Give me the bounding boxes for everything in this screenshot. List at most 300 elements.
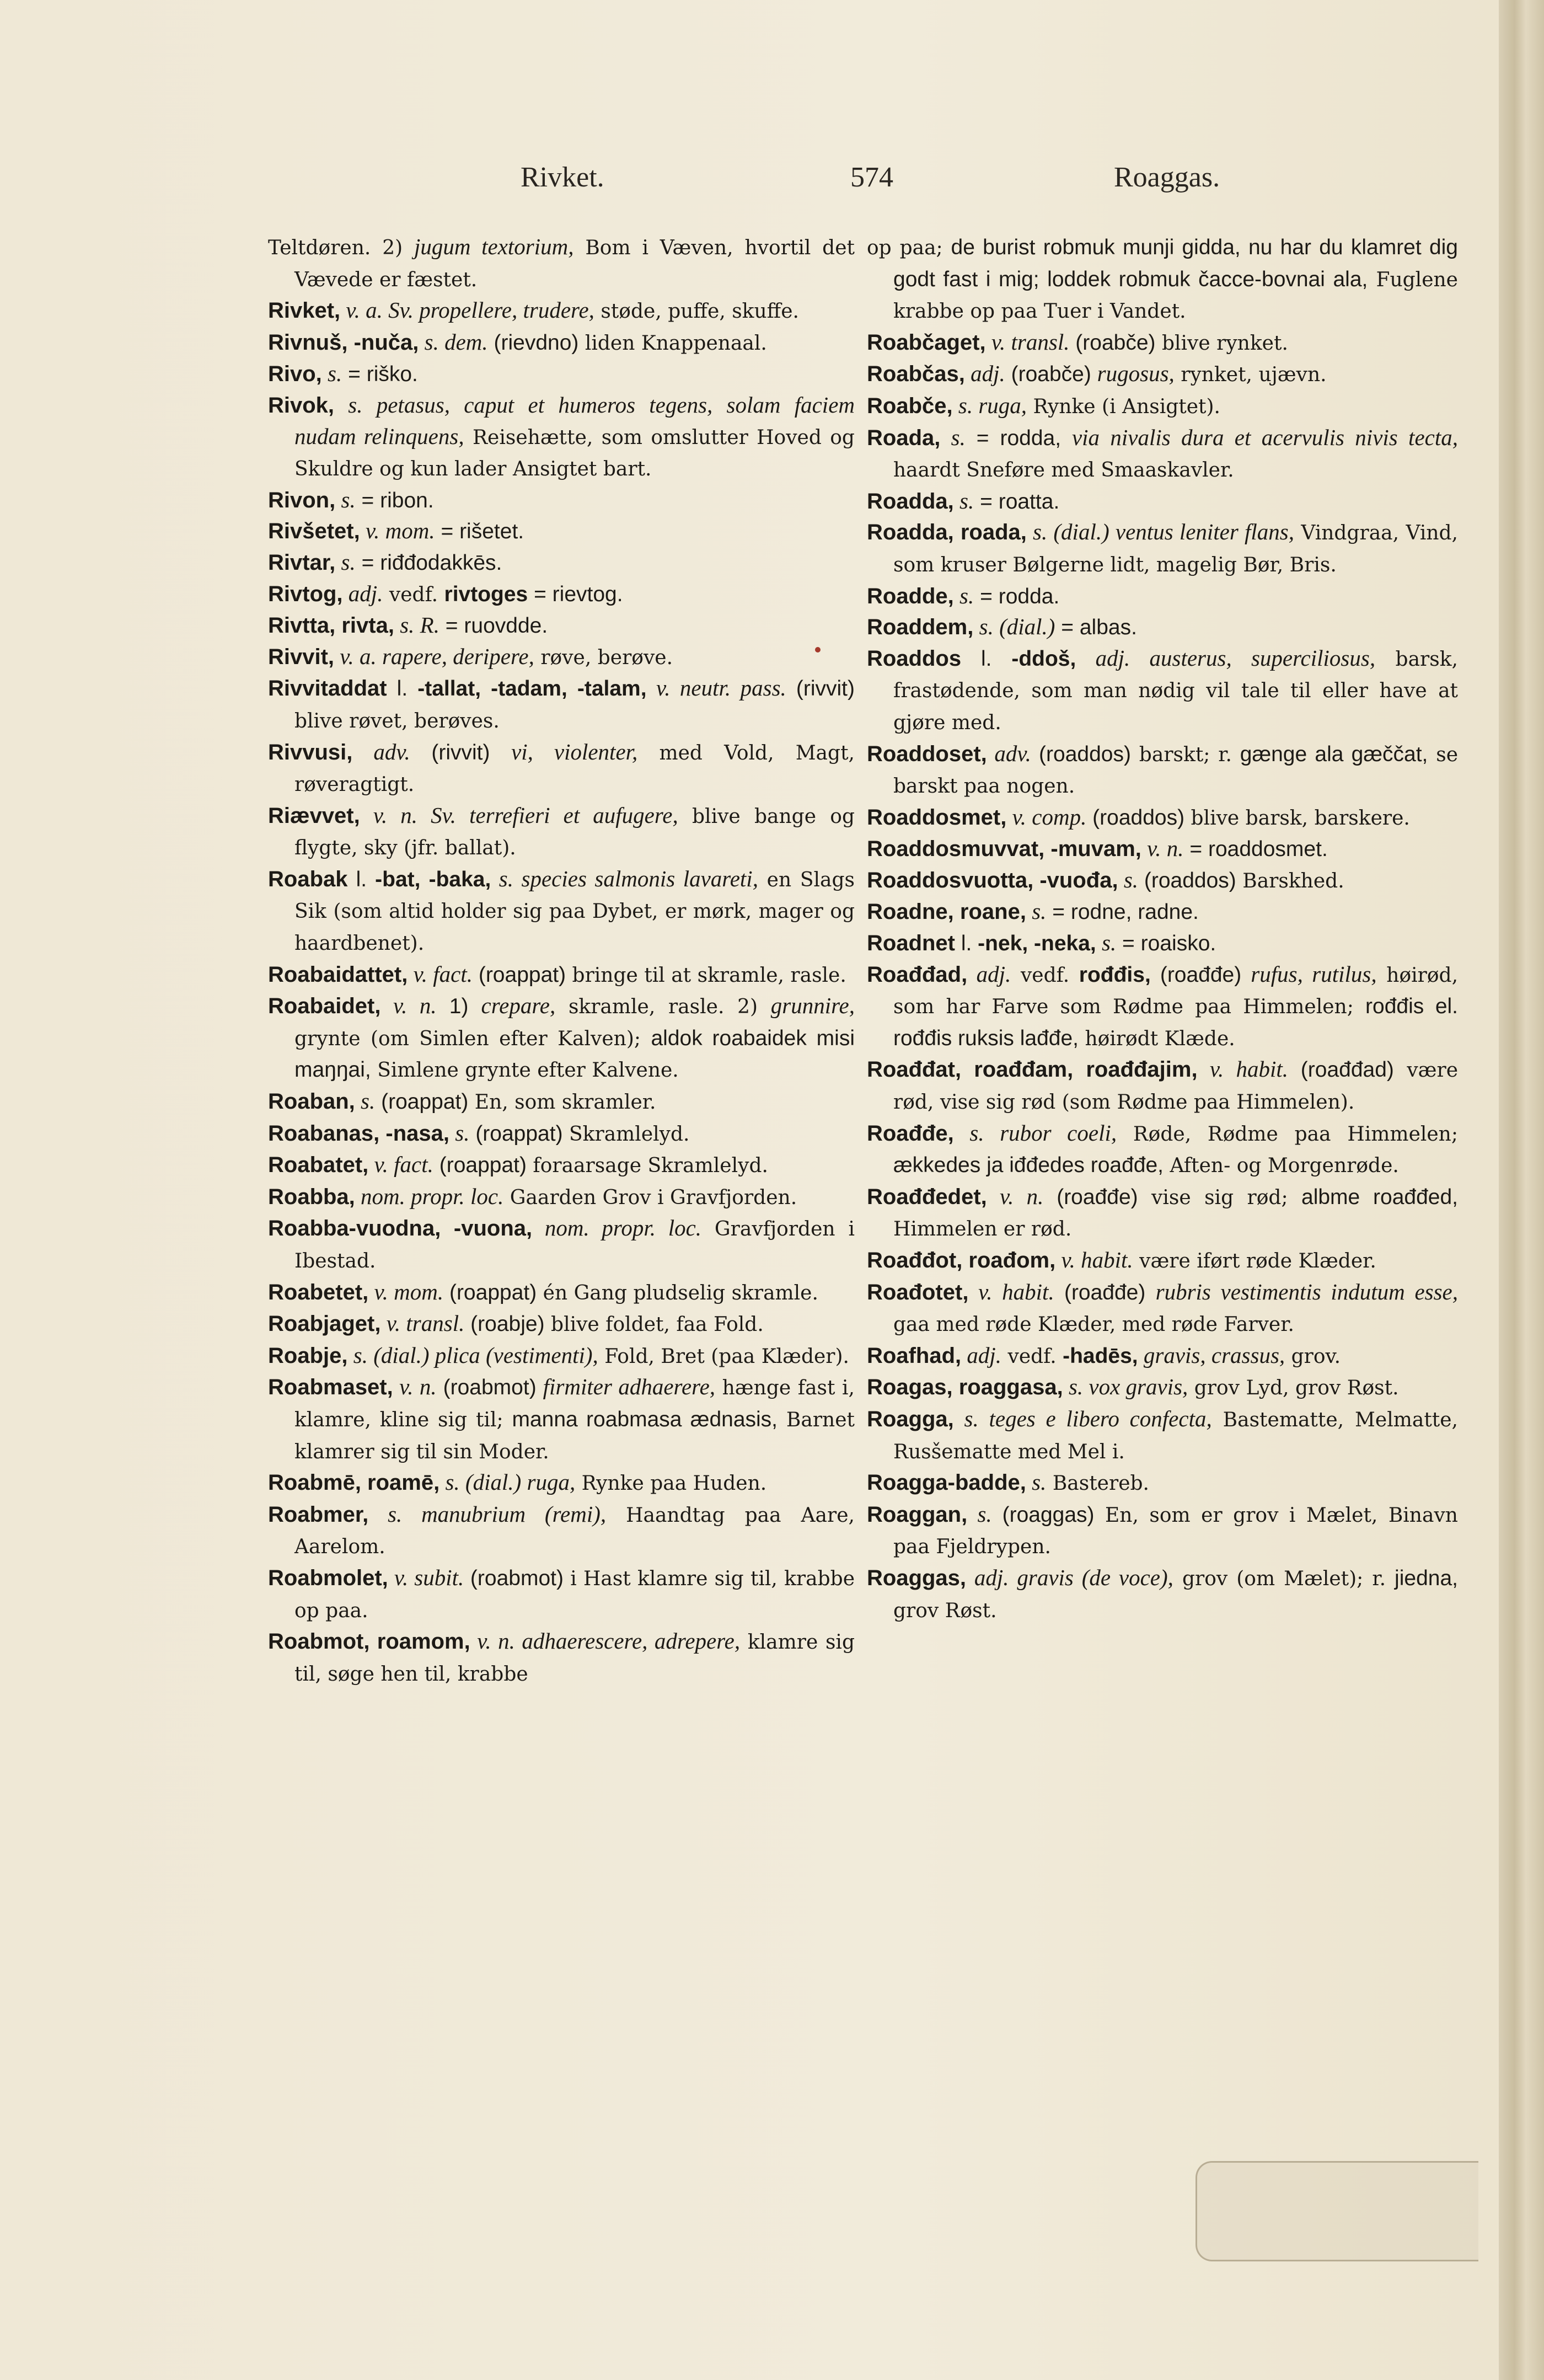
entry-text: rugosus, — [1097, 361, 1175, 387]
entry-text: Barnet klamrer sig til sin Moder. — [294, 1408, 855, 1463]
entry-text: hænge fast i, klamre, kline sig til; — [294, 1377, 855, 1431]
entry-text: s. — [368, 1501, 422, 1527]
entry-text: foraarsage Skramlelyd. — [526, 1154, 768, 1178]
entry-text: v. n. — [1141, 836, 1184, 862]
entry-text: = albas. — [1055, 616, 1137, 640]
dictionary-entry — [268, 1340, 855, 1372]
entry-text: (roađđad) — [1288, 1058, 1394, 1082]
entry-text: grov Lyd, grov Røst. — [1188, 1377, 1399, 1400]
headword: Roađđad, — [867, 962, 968, 987]
headword: Roadne, roane, — [867, 900, 1026, 924]
entry-text: En, som skramler. — [468, 1091, 656, 1114]
dictionary-entry — [268, 673, 855, 736]
entry-text: blive barsk, barskere. — [1184, 806, 1410, 830]
entry-text: species salmonis lavareti, — [521, 865, 758, 891]
entry-text: (roappat) — [433, 1153, 527, 1178]
headword: Roabmot, roamom, — [268, 1629, 470, 1654]
dictionary-entry — [867, 1245, 1458, 1277]
headword: Roađđot, roađom, — [867, 1248, 1056, 1272]
entry-text: propellere, trudere, — [419, 297, 594, 323]
entry-text: adj. — [967, 961, 1011, 987]
entry-text: (roabmot) — [436, 1376, 543, 1400]
entry-text: Rynke paa Huden. — [575, 1472, 767, 1495]
headword: Roabmer, — [268, 1502, 369, 1527]
entry-text: v. n. Sv. — [360, 802, 470, 828]
entry-text: ruga, — [527, 1469, 576, 1495]
entry-text: (roappat) — [473, 962, 566, 987]
entry-text: høirød, som har Farve som Rødme paa Himmelen; — [893, 964, 1459, 1019]
right-column — [867, 232, 1458, 1626]
entry-text: = rodda, — [965, 426, 1072, 450]
entry-text: op paa; — [867, 237, 951, 259]
entry-text: s. — [1026, 898, 1047, 924]
entry-text: rubor coeli, — [1000, 1120, 1117, 1146]
entry-text: v. n. — [393, 1374, 437, 1400]
entry-text: Bastereb. — [1046, 1472, 1149, 1495]
entry-text: s. — [952, 392, 979, 418]
entry-text: (roađđe) — [1054, 1280, 1156, 1304]
entry-text: ækkedes ja iđđedes roađđe, — [893, 1153, 1164, 1178]
entry-text: (roađđe) — [1043, 1185, 1138, 1209]
dictionary-entry — [268, 641, 855, 673]
entry-text: v. n. — [380, 993, 437, 1019]
entry-text: Gaarden Grov i Gravfjorden. — [503, 1186, 797, 1209]
entry-text: teges e libero confecta, — [989, 1405, 1212, 1431]
entry-text: være iført røde Klæder. — [1133, 1250, 1376, 1272]
entry-text: gravis (de voce), — [1017, 1564, 1173, 1590]
dictionary-entry — [867, 1054, 1458, 1117]
entry-text: via nivalis dura et acervulis nivis tecta, — [1071, 424, 1458, 450]
headword: Roađđat, roađđam, roađđajim, — [867, 1057, 1198, 1082]
headword: Rivnuš, -nuča, — [268, 330, 419, 355]
entry-text: v. fact. — [368, 1152, 433, 1178]
entry-text: v. comp. — [1006, 804, 1087, 830]
entry-text: gaa med røde Klæder, med røde Farver. — [893, 1313, 1294, 1336]
dictionary-entry — [268, 1626, 855, 1689]
entry-text: austerus, superciliosus, — [1149, 645, 1376, 671]
entry-text: s. — [967, 1501, 992, 1527]
entry-text: l. — [387, 677, 418, 701]
header-left-word: Rivket. — [521, 162, 604, 193]
entry-text: med Vold, Magt, røveragtigt. — [294, 741, 855, 796]
entry-text: adj. — [964, 361, 1005, 387]
entry-text: liden Knappenaal. — [578, 331, 767, 355]
entry-text: s. — [953, 582, 974, 608]
entry-text: røve, berøve. — [534, 646, 673, 669]
entry-text: l. — [347, 867, 376, 891]
entry-text: nom. propr. loc. — [532, 1215, 702, 1241]
headword: Roaddosvuotta, -vuođa, — [867, 868, 1118, 892]
headword: Roaddoset, — [867, 741, 987, 766]
entry-text: s. — [334, 392, 377, 418]
dictionary-entry — [268, 959, 855, 991]
entry-text: crepare, — [481, 993, 556, 1019]
entry-text: en Slags Sik (som altid holder sig paa Dybet, er mørk, mager og haardbenet). — [294, 868, 855, 955]
library-stamp — [1195, 2161, 1478, 2261]
entry-text: (roabče) — [1069, 330, 1156, 355]
dictionary-entry — [867, 517, 1458, 580]
dictionary-entry — [867, 1118, 1458, 1181]
entry-text: = riđđodakkēs. — [355, 550, 502, 575]
entry-text: -nek, -neka, — [978, 932, 1096, 956]
entry-text: gravis, crassus, — [1138, 1342, 1285, 1368]
dictionary-entry — [867, 833, 1458, 865]
dictionary-entry — [268, 485, 855, 516]
headword: Roaddem, — [867, 615, 974, 640]
entry-text: grov Røst. — [893, 1599, 997, 1622]
headword: Roabmaset, — [268, 1375, 393, 1400]
entry-text: firmiter adhaerere, — [543, 1374, 716, 1400]
entry-text: s. — [1096, 930, 1117, 956]
headword: Roabatet, — [268, 1153, 369, 1178]
entry-text: nom. propr. loc. — [355, 1183, 504, 1209]
dictionary-entry — [867, 739, 1458, 802]
dictionary-entry — [268, 390, 855, 485]
dictionary-entry — [268, 1372, 855, 1467]
entry-text: rubris vestimentis indutum esse, — [1155, 1279, 1458, 1304]
header-right-word: Roaggas. — [1114, 162, 1220, 193]
entry-text: vi, violenter, — [511, 739, 638, 764]
entry-text: s. — [953, 1405, 989, 1431]
dictionary-entry — [867, 1340, 1458, 1372]
entry-text: Fuglene krabbe op paa Tuer i Vandet. — [893, 268, 1458, 323]
entry-text: de burist robmuk munji gidda, nu har du klamret dig godt fast i mig; loddek robmuk čacce-bovnai ala, — [893, 236, 1458, 291]
entry-text: s. — [355, 1088, 376, 1114]
dictionary-entry — [867, 327, 1458, 359]
entry-text: i Hast klamre sig til, krabbe op paa. — [294, 1567, 855, 1622]
entry-text: vedf. — [1001, 1345, 1063, 1368]
headword: Rivon, — [268, 488, 336, 512]
entry-text: adj. — [342, 580, 383, 606]
dictionary-entry — [867, 959, 1458, 1055]
page-number: 574 — [850, 162, 893, 193]
entry-text: være rød, vise sig rød (som Rødme paa Himmelen). — [893, 1059, 1459, 1114]
entry-text: høirødt Klæde. — [1079, 1027, 1235, 1050]
headword: Roabčaget, — [867, 330, 986, 355]
entry-text: Barskhed. — [1236, 869, 1344, 892]
dictionary-entry — [867, 802, 1458, 834]
entry-text: = rodda. — [974, 584, 1060, 608]
headword: Roaddosmuvvat, -muvam, — [867, 837, 1141, 862]
entry-text: blive bange og flygte, sky (jfr. ballat). — [294, 805, 855, 860]
dictionary-entry — [867, 391, 1458, 422]
entry-text: Gravfjorden i Ibestad. — [294, 1218, 855, 1272]
dictionary-entry — [867, 581, 1458, 612]
entry-text: Bastematte, Melmatte, Rusšematte med Mel i. — [893, 1408, 1458, 1463]
left-column — [268, 232, 855, 1689]
entry-text: Røde, Rødme paa Himmelen; — [1117, 1122, 1459, 1146]
dictionary-entry — [867, 1372, 1458, 1404]
dictionary-entry — [867, 928, 1458, 959]
entry-text: s. — [335, 486, 356, 512]
entry-text: (roaddos) — [1138, 868, 1236, 892]
entry-text: blive røvet, berøves. — [294, 709, 500, 732]
dictionary-entry — [268, 737, 855, 800]
entry-text: grunnire, — [770, 993, 855, 1019]
entry-text: adv. — [987, 740, 1031, 766]
dictionary-entry — [867, 1404, 1458, 1467]
entry-text: = rišetet. — [435, 520, 524, 544]
entry-text: Bom i Væven, hvortil det Vævede er fæstet. — [294, 237, 855, 291]
entry-text: s. (dial.) — [439, 1469, 527, 1495]
dictionary-entry — [268, 1118, 855, 1150]
headword: Roadda, roada, — [867, 520, 1027, 545]
entry-text: jugum textorium, — [414, 234, 574, 259]
entry-text: rynket, ujævn. — [1174, 363, 1327, 387]
entry-text: se barskt paa nogen. — [893, 743, 1458, 798]
entry-text: plica (vestimenti), — [435, 1342, 598, 1368]
entry-text: terrefieri et aufugere, — [469, 802, 678, 828]
dictionary-entry — [268, 610, 855, 641]
dictionary-entry — [867, 1181, 1458, 1245]
headword: Roabetet, — [268, 1280, 369, 1304]
entry-text: aldok roabaidek misi maŋŋai, — [294, 1026, 855, 1082]
headword: Roabba, — [268, 1184, 355, 1209]
headword: Roabčas, — [867, 362, 965, 387]
entry-text: petasus, caput et humeros tegens, solam faciem nudam relinquens, — [294, 392, 855, 449]
entry-text: s. — [335, 549, 356, 575]
headword: Rivtar, — [268, 550, 336, 575]
dictionary-entry — [867, 486, 1458, 517]
dictionary-entry — [268, 800, 855, 864]
headword: Rivvit, — [268, 644, 335, 669]
entry-text: = rievtog. — [528, 582, 623, 606]
entry-text: manna roabmasa ædnasis, — [512, 1407, 778, 1431]
entry-text: adj. — [961, 1342, 1002, 1368]
headword: Rivvusi, — [268, 740, 353, 764]
headword: Roabak — [268, 867, 348, 891]
headword: Roabaidet, — [268, 994, 381, 1019]
entry-text: v. transl. — [985, 329, 1070, 355]
dictionary-entry — [268, 1086, 855, 1118]
dictionary-entry — [268, 1277, 855, 1309]
page-edge — [1499, 0, 1544, 2380]
entry-text: rufus, rutilus, — [1251, 961, 1377, 987]
entry-text: bringe til at skramle, rasle. — [566, 964, 846, 987]
entry-text: -ddoš, — [1011, 646, 1076, 671]
entry-text: -hadēs, — [1063, 1344, 1138, 1368]
dictionary-entry — [268, 991, 855, 1086]
entry-text: Haandtag paa Aare, Aarelom. — [294, 1504, 855, 1559]
dictionary-entry — [867, 643, 1458, 739]
headword: Rivtta, rivta, — [268, 613, 394, 638]
entry-text: s. R. — [394, 612, 439, 638]
dictionary-entry — [268, 864, 855, 959]
dictionary-entry — [268, 1563, 855, 1626]
dictionary-entry — [867, 1467, 1458, 1499]
dictionary-entry — [268, 579, 855, 611]
entry-text: vedf. — [1011, 964, 1079, 987]
dictionary-entry — [867, 1499, 1458, 1563]
headword: Roaggas, — [867, 1565, 967, 1590]
entry-text: s. — [1026, 1469, 1047, 1495]
entry-text: (rivvit) — [410, 740, 512, 764]
entry-text: v. fact. — [408, 961, 473, 987]
entry-text: Himmelen er rød. — [893, 1218, 1072, 1241]
headword: Roaddos — [867, 646, 962, 671]
entry-text: Rynke (i Ansigtet). — [1027, 395, 1220, 418]
entry-text: ventus leniter flans, — [1115, 519, 1294, 545]
headword: Roaggan, — [867, 1502, 968, 1527]
dictionary-entry — [867, 1277, 1458, 1340]
entry-text: (roaggas) — [991, 1502, 1095, 1527]
headword: Rivo, — [268, 362, 322, 387]
entry-text: s. — [449, 1120, 470, 1146]
headword: Roabmē, roamē, — [268, 1470, 440, 1495]
dictionary-entry — [867, 1563, 1458, 1626]
entry-text: Aften- og Morgenrøde. — [1164, 1154, 1399, 1178]
entry-text: s. (dial.) — [973, 614, 1055, 640]
dictionary-entry — [268, 1213, 855, 1276]
entry-text: s. (dial.) — [347, 1342, 435, 1368]
entry-text: (roabje) — [464, 1312, 545, 1336]
entry-text: s. — [1063, 1374, 1089, 1400]
dictionary-entry — [268, 295, 855, 327]
entry-text: manubrium (remi), — [421, 1501, 607, 1527]
entry-text: skramle, rasle. 2) — [555, 996, 771, 1019]
headword: Roađđe, — [867, 1121, 954, 1146]
entry-text: (roappat) — [443, 1280, 537, 1304]
headword: Roabjaget, — [268, 1312, 381, 1336]
headword: Roagas, roaggasa, — [867, 1375, 1063, 1400]
headword: Roadnet — [867, 931, 955, 956]
entry-text: (roappat) — [375, 1090, 469, 1114]
entry-text: s. — [1118, 867, 1139, 892]
entry-text: En, som er grov i Mælet, Binavn paa Fjeldrypen. — [893, 1504, 1458, 1559]
entry-text: 1) — [436, 994, 481, 1019]
entry-text: rapere, deripere, — [382, 643, 534, 669]
headword: Roagga, — [867, 1406, 954, 1431]
entry-text: adhaerescere, adrepere, — [522, 1628, 741, 1654]
entry-text: v. habit. — [1055, 1247, 1133, 1272]
dictionary-entry — [268, 327, 855, 359]
entry-text: (roađđe) — [1150, 962, 1251, 987]
entry-text: klamre sig til, søge hen til, krabbe — [294, 1631, 855, 1686]
headword: Rivtog, — [268, 581, 343, 606]
entry-text: Teltdøren. 2) — [268, 237, 414, 259]
entry-text: v. neutr. pass. — [646, 675, 786, 701]
entry-text: s. — [953, 1120, 1000, 1146]
entry-text: v. habit. — [968, 1279, 1054, 1304]
entry-text: (roaddos) — [1031, 742, 1131, 766]
entry-text: adv. — [352, 739, 410, 764]
entry-text: Skramlelyd. — [562, 1122, 690, 1146]
headword: Roabba-vuodna, -vuona, — [268, 1216, 533, 1241]
entry-text: gænge ala gæččat, — [1240, 742, 1428, 766]
entry-text: (rievdno) — [487, 330, 579, 355]
dictionary-entry — [268, 516, 855, 547]
headword: Roađotet, — [867, 1280, 969, 1304]
entry-text: adj. — [966, 1564, 1017, 1590]
entry-text: barsk, frastødende, som man nødig vil tale til eller have at gjøre med. — [893, 648, 1458, 734]
entry-text: rođđis el. rođđis ruksis lađđe, — [893, 994, 1459, 1050]
headword: Roaban, — [268, 1089, 355, 1114]
entry-text: = rodne, radne. — [1046, 900, 1199, 924]
dictionary-entry — [867, 359, 1458, 391]
entry-text: vise sig rød; — [1138, 1186, 1302, 1209]
headword: Roabče, — [867, 393, 953, 418]
entry-text: s. — [321, 361, 342, 387]
dictionary-entry — [268, 1308, 855, 1340]
entry-text: Vindgraa, Vind, som kruser Bølgerne lidt, magelig Bør, Bris. — [893, 522, 1458, 576]
dictionary-entry — [268, 359, 855, 390]
headword: Roada, — [867, 425, 941, 450]
dictionary-entry — [268, 1149, 855, 1181]
entry-text: (roappat) — [469, 1121, 563, 1146]
entry-text: grov (om Mælet); r. — [1173, 1567, 1395, 1590]
entry-text: v. n. — [987, 1183, 1044, 1209]
entry-text: v. habit. — [1197, 1056, 1288, 1082]
dictionary-entry — [268, 1467, 855, 1499]
entry-text: = roatta. — [974, 489, 1060, 514]
entry-text: v. subit. — [388, 1564, 464, 1590]
entry-text: (roabmot) — [464, 1566, 564, 1590]
headword: Rivket, — [268, 298, 341, 323]
entry-text: grov. — [1285, 1345, 1341, 1368]
entry-text: -bat, -baka, — [375, 867, 491, 891]
entry-text: adj. — [1076, 645, 1150, 671]
entry-text: vedf. — [383, 583, 444, 606]
headword: Riævvet, — [268, 803, 360, 828]
dictionary-entry — [268, 1499, 855, 1563]
entry-text: v. n. — [470, 1628, 522, 1654]
entry-text: -tallat, -tadam, -talam, — [417, 677, 647, 701]
headword: Roađđedet, — [867, 1184, 987, 1209]
entry-text: støde, puffe, skuffe. — [594, 300, 799, 323]
dictionary-entry — [867, 422, 1458, 486]
entry-text: jiedna, — [1395, 1566, 1458, 1590]
entry-text: (roaddos) — [1086, 805, 1185, 830]
entry-text: barskt; r. — [1130, 743, 1240, 766]
headword: Rivok, — [268, 393, 335, 418]
entry-text: s. — [953, 488, 974, 514]
headword: Rivšetet, — [268, 519, 360, 544]
entry-text: v. mom. — [360, 518, 435, 544]
entry-text: grynte (om Simlen efter Kalven); — [294, 1027, 651, 1050]
entry-text: v. mom. — [368, 1279, 444, 1304]
dictionary-entry — [268, 1181, 855, 1213]
dictionary-entry — [268, 547, 855, 579]
dictionary-entry — [867, 232, 1458, 327]
dictionary-entry — [268, 232, 855, 295]
entry-text: = riško. — [342, 362, 418, 387]
headword: Rivvitaddat — [268, 676, 387, 701]
headword: Roabmolet, — [268, 1565, 388, 1590]
headword: Roabje, — [268, 1343, 348, 1368]
dictionary-entry — [867, 612, 1458, 643]
dictionary-entry — [867, 865, 1458, 897]
entry-text: l. — [961, 646, 1012, 671]
entry-text: albme roađđed, — [1301, 1185, 1459, 1209]
entry-text: Reisehætte, som omslutter Hoved og Skuldre og kun lader Ansigtet bart. — [294, 426, 855, 481]
running-header — [0, 161, 1499, 205]
headword: Roabanas, -nasa, — [268, 1121, 450, 1146]
dictionary-entry — [867, 896, 1458, 928]
headword: Roadda, — [867, 489, 954, 514]
entry-text: l. — [955, 932, 978, 956]
entry-text: s. (dial.) — [1026, 519, 1116, 545]
headword: Roabaidattet, — [268, 962, 408, 987]
entry-text: (roabče) — [1005, 362, 1097, 387]
entry-text: vox gravis, — [1089, 1374, 1188, 1400]
entry-text: = ribon. — [355, 488, 434, 512]
entry-text: v. a. Sv. — [340, 297, 420, 323]
entry-text: ruga, — [978, 392, 1027, 418]
entry-text: = ruovdde. — [439, 614, 548, 638]
entry-text: blive rynket. — [1155, 331, 1288, 355]
entry-text: blive foldet, faa Fold. — [544, 1313, 764, 1336]
entry-text: s. — [491, 865, 522, 891]
